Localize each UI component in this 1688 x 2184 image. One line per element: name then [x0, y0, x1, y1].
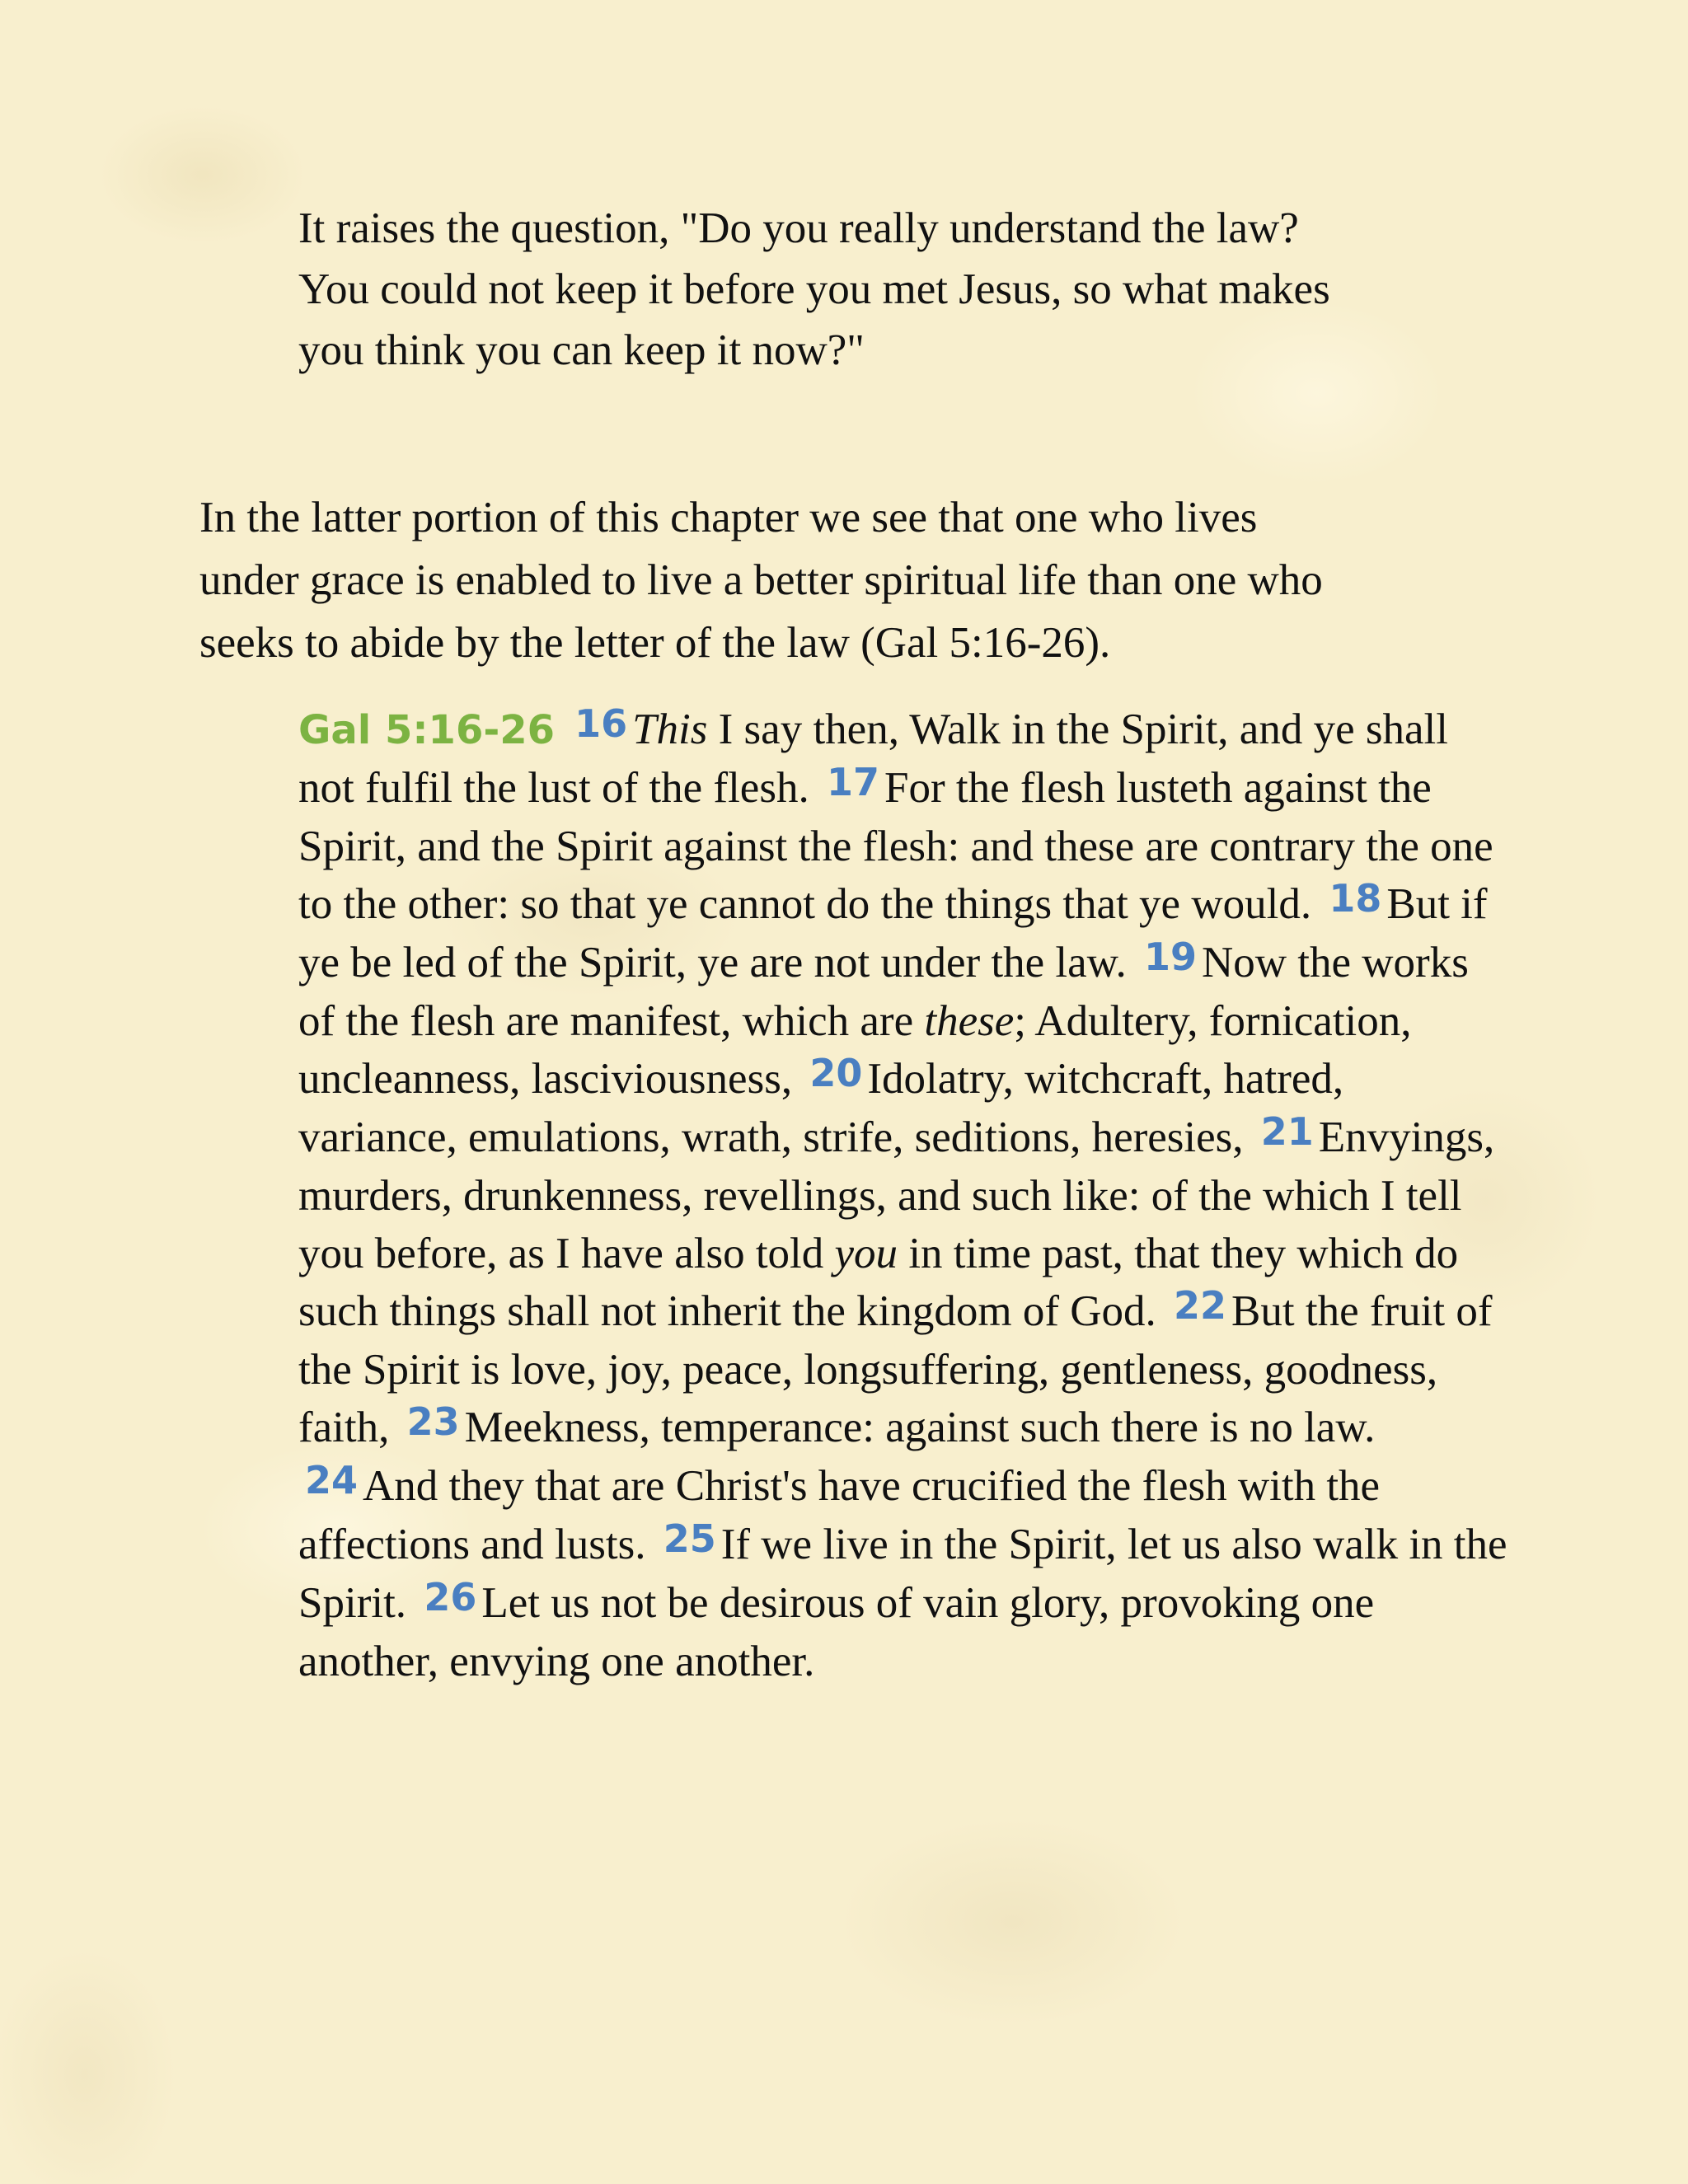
paragraph-line: In the latter portion of this chapter we see that one who lives: [199, 494, 1258, 541]
verse-text: Envyings, murders, drunkenness, revellings, and such like: of the which I tell you before, as I have also told: [298, 1113, 1495, 1277]
verse-text: And they that are Christ's have crucified the flesh with the affections and lusts.: [298, 1462, 1381, 1568]
verse-text: If we live in the Spirit, let us also walk in the Spirit.: [298, 1521, 1507, 1627]
verse-number: 25: [663, 1516, 716, 1561]
body-paragraph: [199, 486, 1518, 674]
paragraph-line: under grace is enabled to live a better spiritual life than one who: [199, 556, 1323, 604]
quote-block: [298, 198, 1535, 381]
verse-number: 16: [574, 701, 628, 746]
verse-text: Let us not be desirous of vain glory, provoking one another, envying one another.: [298, 1579, 1375, 1685]
verse-number: 24: [305, 1458, 359, 1502]
verse-number: 20: [809, 1051, 863, 1095]
verse-text: ; Adultery, fornication, uncleanness, lasciviousness,: [298, 997, 1412, 1103]
quote-line: You could not keep it before you met Jesus, so what makes: [298, 265, 1330, 313]
verse-text: in time past, that they which do such things shall not inherit the kingdom of God.: [298, 1230, 1459, 1335]
quote-line: you think you can keep it now?": [298, 326, 865, 374]
verse-number: 19: [1143, 935, 1197, 979]
verse-italic-word: you: [834, 1230, 898, 1277]
paragraph-line: seeks to abide by the letter of the law (Gal 5:16-26).: [199, 619, 1111, 667]
verse-number: 21: [1260, 1109, 1314, 1154]
quote-line: It raises the question, "Do you really understand the law?: [298, 204, 1299, 252]
verse-text: But the fruit of the Spirit is love, joy, peace, longsuffering, gentleness, goodness, faith,: [298, 1287, 1493, 1451]
verse-text: But if ye be led of the Spirit, ye are not under the law.: [298, 880, 1488, 987]
verse-italic-word: these: [924, 997, 1015, 1045]
passage-reference: Gal 5:16-26: [298, 707, 556, 753]
verse-text: I say then, Walk in the Spirit, and ye shall not fulfil the lust of the flesh.: [298, 705, 1448, 812]
scripture-passage: [298, 701, 1510, 1690]
verse-italic-word: This: [632, 705, 708, 753]
verse-number: 26: [424, 1575, 477, 1619]
verse-text: For the flesh lusteth against the Spirit, and the Spirit against the flesh: and these are contrary the one to the other: so that ye cannot do the things that ye would.: [298, 764, 1493, 928]
verse-text: Now the works of the flesh are manifest, which are: [298, 939, 1469, 1045]
verse-number: 18: [1329, 876, 1382, 921]
verse-text: Meekness, temperance: against such there is no law.: [464, 1404, 1376, 1451]
verse-number: 17: [826, 760, 879, 804]
verse-number: 22: [1174, 1283, 1227, 1328]
verse-text: Idolatry, witchcraft, hatred, variance, emulations, wrath, strife, seditions, heresies,: [298, 1055, 1344, 1161]
verse-number: 23: [406, 1399, 460, 1444]
